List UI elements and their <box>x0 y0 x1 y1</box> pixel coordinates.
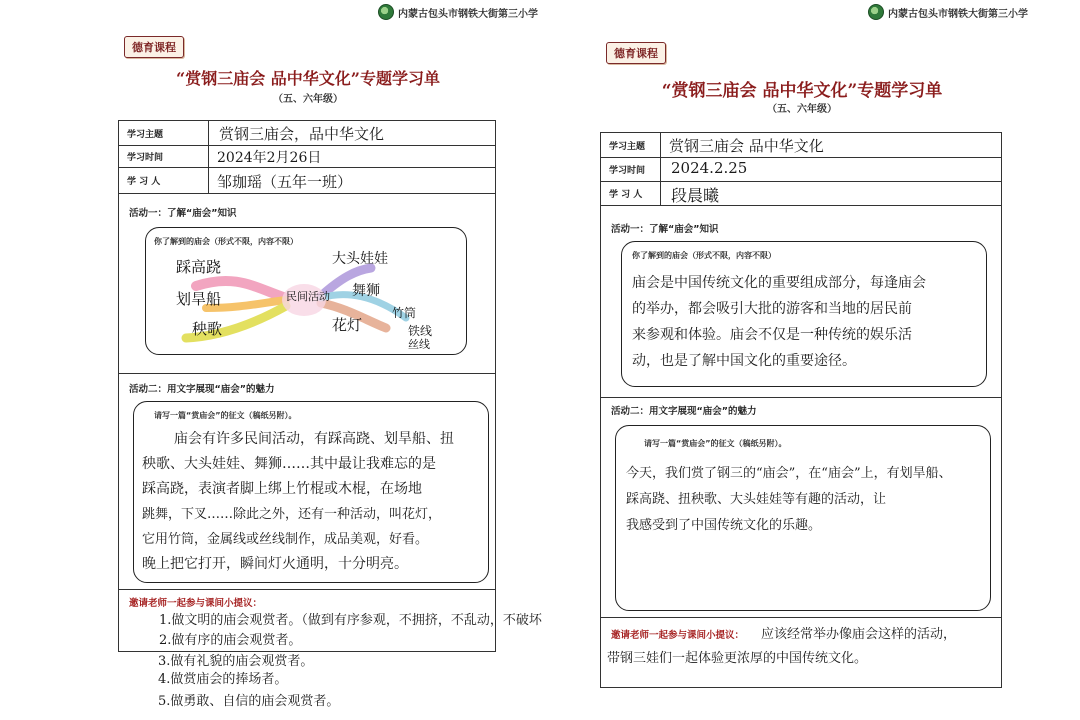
learner-value: 段晨曦 <box>671 186 720 205</box>
knowledge-line: 动，也是了解中国文化的重要途径。 <box>632 353 856 369</box>
essay-line: 今天，我们赏了钢三的“庙会”，在“庙会”上，有划旱船、 <box>626 466 952 481</box>
tip-line: 5.做勇敢、自信的庙会观赏者。 <box>158 694 340 709</box>
essay-line: 庙会有许多民间活动，有踩高跷、划旱船、扭 <box>174 431 454 447</box>
theme-row <box>119 121 495 146</box>
theme-row <box>601 133 1001 158</box>
mindmap-word: 丝线 <box>408 338 430 351</box>
worksheet-table <box>600 132 1002 688</box>
mindmap-word: 大头娃娃 <box>332 251 388 267</box>
tip-line: 3.做有礼貌的庙会观赏者。 <box>158 654 314 669</box>
learner-row <box>601 181 1001 206</box>
essay-bubble <box>133 401 489 583</box>
essay-line: 晚上把它打开，瞬间灯火通明，十分明亮。 <box>142 556 408 572</box>
worksheet-right <box>592 0 1028 720</box>
school-header <box>378 4 538 20</box>
knowledge-line: 来参观和体验。庙会不仅是一种传统的娱乐活 <box>632 327 912 343</box>
theme-label: 学习主题 <box>601 133 661 157</box>
essay-line: 我感受到了中国传统文化的乐趣。 <box>626 518 822 533</box>
worksheet-subtitle: （五、六年级） <box>767 104 837 115</box>
school-logo-icon <box>868 4 884 20</box>
time-value: 2024年2月26日 <box>217 150 322 166</box>
tip-line: 2.做有序的庙会观赏者。 <box>159 633 302 648</box>
learner-label: 学 习 人 <box>119 167 209 193</box>
theme-value: 赏钢三庙会 品中华文化 <box>669 137 824 155</box>
mindmap-word: 花灯 <box>332 316 363 334</box>
course-badge: 德育课程 <box>124 36 184 58</box>
essay-prompt: 请写一篇“赏庙会”的征文（稿纸另附）。 <box>154 411 297 420</box>
mindmap-center: 民间活动 <box>286 290 330 303</box>
mindmap-word: 铁线 <box>408 324 433 338</box>
essay-line: 踩高跷，表演者脚上绑上竹棍或木棍，在场地 <box>142 481 422 497</box>
section-divider <box>119 589 495 590</box>
tip-line: 4.做赏庙会的捧场者。 <box>158 672 288 687</box>
worksheet-title: “赏钢三庙会 品中华文化”专题学习单 <box>661 81 943 101</box>
section-divider <box>601 617 1001 618</box>
mindmap-word: 踩高跷 <box>176 258 222 276</box>
knowledge-line: 庙会是中国传统文化的重要组成部分，每逢庙会 <box>632 275 926 291</box>
tip-line: 带钢三娃们一起体验更浓厚的中国传统文化。 <box>607 651 868 666</box>
time-row <box>601 157 1001 182</box>
essay-line: 踩高跷、扭秧歌、大头娃娃等有趣的活动，让 <box>626 492 887 507</box>
theme-label: 学习主题 <box>119 121 209 145</box>
mindmap-word: 竹筒 <box>392 306 417 320</box>
school-logo-icon <box>378 4 394 20</box>
worksheet-left <box>108 0 542 720</box>
essay-line: 跳舞，下叉……除此之外，还有一种活动，叫花灯， <box>142 507 442 522</box>
tips-heading: 邀请老师一起参与课间小提议： <box>129 598 263 609</box>
learner-value: 邹珈瑶（五年一班） <box>217 173 353 191</box>
knowledge-prompt: 你了解到的庙会（形式不限，内容不限） <box>154 237 298 246</box>
tip-line: 应该经常举办像庙会这样的活动， <box>761 627 957 642</box>
essay-line: 它用竹筒，金属线或丝线制作，成品美观，好看。 <box>142 532 429 547</box>
mindmap-word: 划旱船 <box>176 290 222 308</box>
school-name: 内蒙古包头市钢铁大街第三小学 <box>888 8 1028 20</box>
knowledge-bubble <box>621 241 987 387</box>
activity1-heading: 活动一：了解“庙会”知识 <box>129 208 237 219</box>
worksheet-subtitle: （五、六年级） <box>273 94 343 105</box>
worksheet-table <box>118 120 542 652</box>
knowledge-line: 的举办，都会吸引大批的游客和当地的居民前 <box>632 301 912 317</box>
mindmap-word: 舞狮 <box>352 283 380 299</box>
section-divider <box>119 373 495 374</box>
activity2-heading: 活动二：用文字展现“庙会”的魅力 <box>129 384 275 395</box>
school-header <box>868 4 1028 20</box>
learner-row <box>119 167 495 194</box>
course-badge: 德育课程 <box>606 42 666 64</box>
activity1-heading: 活动一：了解“庙会”知识 <box>611 224 719 235</box>
activity2-heading: 活动二：用文字展现“庙会”的魅力 <box>611 406 757 417</box>
worksheet-title: “赏钢三庙会 品中华文化”专题学习单 <box>176 69 440 88</box>
time-value: 2024.2.25 <box>671 159 748 177</box>
mindmap-word: 秧歌 <box>192 320 223 338</box>
essay-prompt: 请写一篇“赏庙会”的征文（稿纸另附）。 <box>644 439 787 448</box>
knowledge-bubble <box>145 227 467 355</box>
tips-heading: 邀请老师一起参与课间小提议： <box>611 630 745 641</box>
time-label: 学习时间 <box>601 157 661 181</box>
school-name: 内蒙古包头市钢铁大街第三小学 <box>398 8 538 20</box>
tip-line: 1.做文明的庙会观赏者。（做到有序参观，不拥挤，不乱动，不破坏 <box>159 613 542 628</box>
section-divider <box>601 397 1001 398</box>
essay-line: 秧歌、大头娃娃、舞狮……其中最让我难忘的是 <box>142 456 436 472</box>
time-label: 学习时间 <box>119 145 209 167</box>
knowledge-prompt: 你了解到的庙会（形式不限，内容不限） <box>632 251 776 260</box>
time-row <box>119 145 495 168</box>
essay-bubble <box>615 425 991 611</box>
learner-label: 学 习 人 <box>601 181 661 205</box>
theme-value: 赏钢三庙会，品中华文化 <box>219 125 385 143</box>
